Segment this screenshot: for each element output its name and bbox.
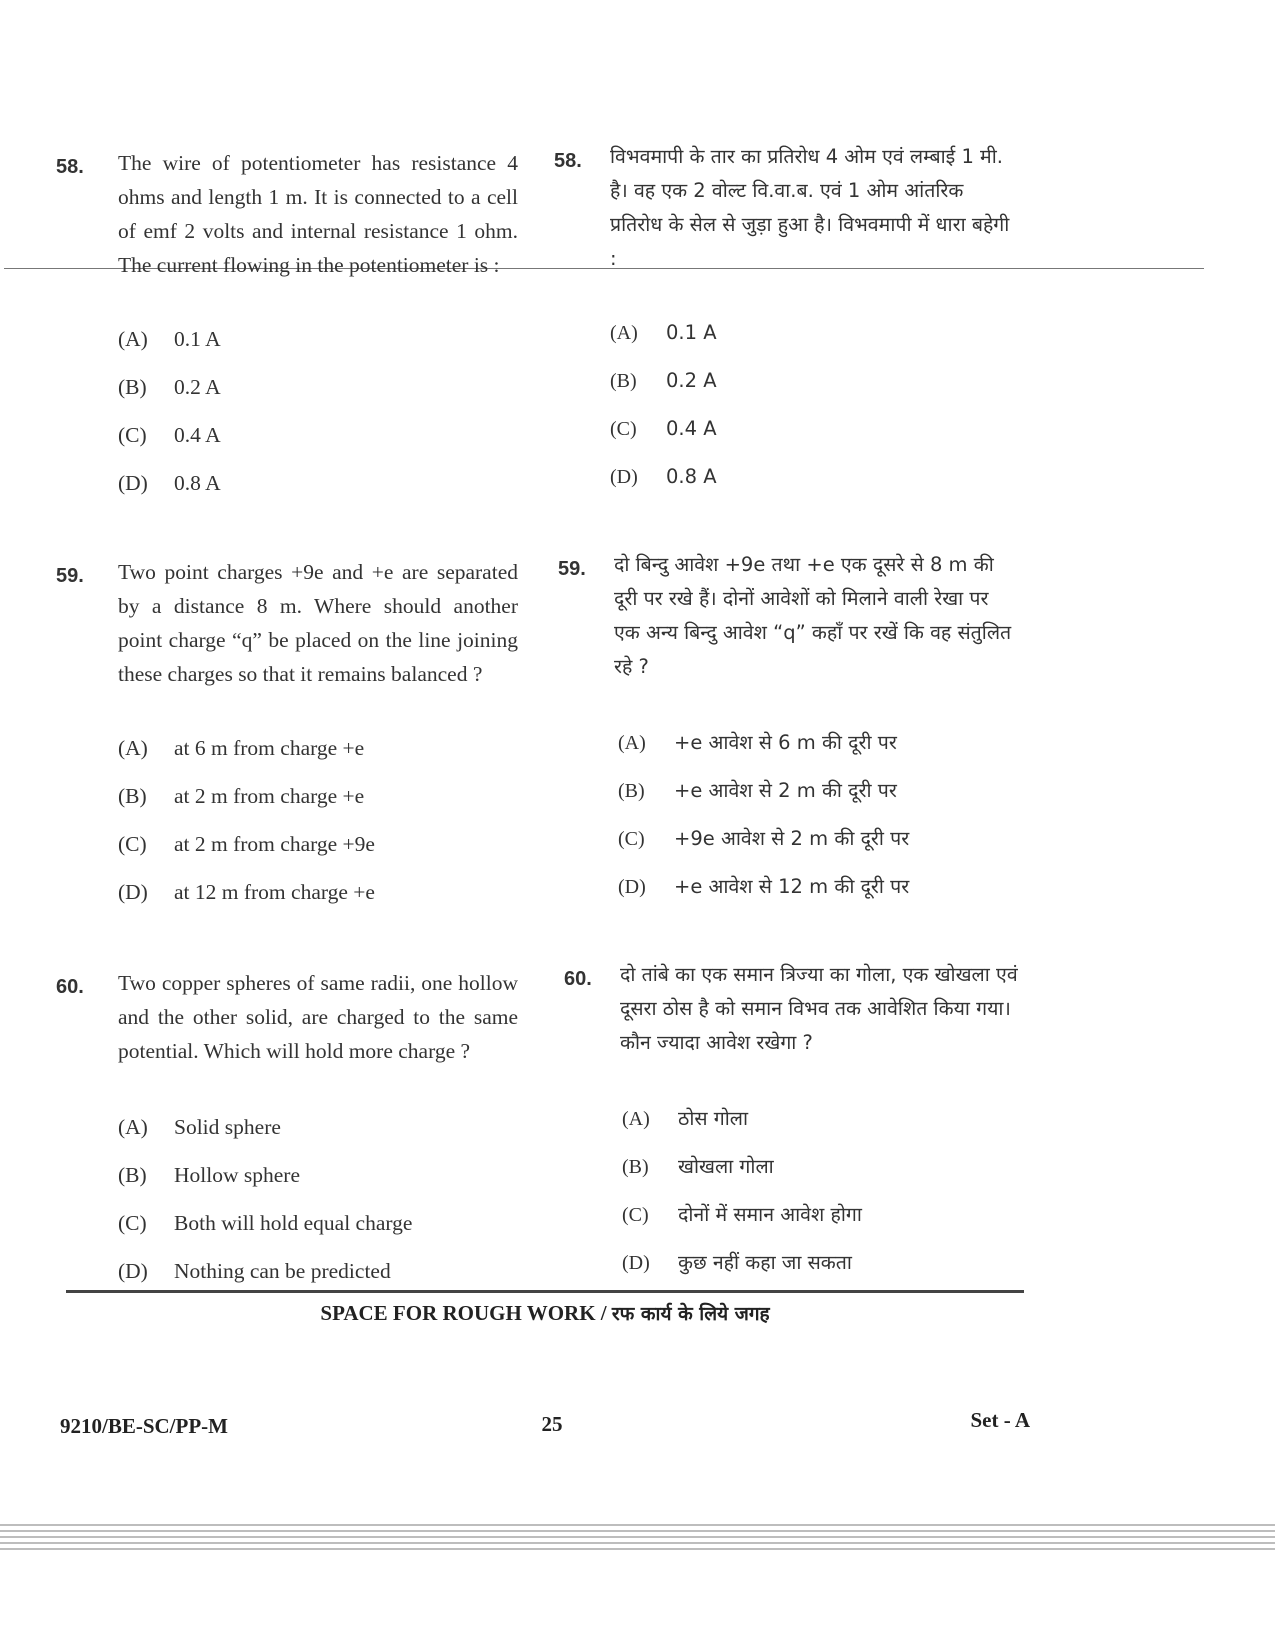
option-c: (C) 0.4 A	[610, 417, 717, 440]
option-b: (B) 0.2 A	[610, 369, 717, 392]
scan-border	[0, 1524, 1275, 1564]
hindi-column	[554, 0, 1078, 1290]
question-number: 60.	[56, 976, 84, 998]
rough-work-heading	[66, 1300, 1024, 1326]
option-list	[118, 733, 546, 925]
option-c: (C) at 2 m from charge +9e	[118, 832, 375, 856]
option-a: (A) at 6 m from charge +e	[118, 736, 365, 760]
question-text: विभवमापी के तार का प्रतिरोध 4 ओम एवं लम्बाई 1 मी. है। वह एक 2 वोल्ट वि.वा.ब. एवं 1 ओम आंतरिक प्रतिरोध के सेल से जुड़ा हुआ है। विभवमापी में धारा बहेगी :	[610, 145, 1010, 270]
question-number: 60.	[564, 968, 592, 990]
paper-code: 9210/BE-SC/PP-M	[60, 1414, 228, 1438]
option-d: (D) कुछ नहीं कहा जा सकता	[622, 1251, 852, 1274]
option-b: (B) at 2 m from charge +e	[118, 784, 365, 808]
rough-work-rule	[66, 1290, 1024, 1293]
question-number: 59.	[56, 565, 84, 587]
option-c: (C) +9e आवेश से 2 m की दूरी पर	[618, 827, 910, 850]
english-column	[56, 0, 546, 1290]
option-b: (B) +e आवेश से 2 m की दूरी पर	[618, 779, 897, 802]
option-list	[118, 324, 546, 516]
question-number: 59.	[558, 558, 586, 580]
option-a: (A) 0.1 A	[118, 327, 221, 351]
question-number: 58.	[56, 156, 84, 178]
question-text: दो बिन्दु आवेश +9e तथा +e एक दूसरे से 8 m की दूरी पर रखे हैं। दोनों आवेशों को मिलाने वाली रेखा पर एक अन्य बिन्दु आवेश “q” कहाँ पर रखें कि वह संतुलित रहे ?	[614, 553, 1012, 678]
option-c: (C) 0.4 A	[118, 423, 221, 447]
rough-work-english: SPACE FOR ROUGH WORK /	[320, 1301, 607, 1325]
option-c: (C) Both will hold equal charge	[118, 1211, 413, 1235]
question-text: Two point charges +9e and +e are separated by a distance 8 m. Where should another point charge “q” be placed on the line joining these charges so that it remains balanced ?	[118, 560, 518, 686]
option-d: (D) 0.8 A	[610, 465, 717, 488]
option-b: (B) 0.2 A	[118, 375, 221, 399]
option-d: (D) Nothing can be predicted	[118, 1259, 391, 1283]
option-list	[118, 1112, 546, 1304]
option-a: (A) 0.1 A	[610, 321, 717, 344]
option-a: (A) +e आवेश से 6 m की दूरी पर	[618, 731, 897, 754]
option-a: (A) ठोस गोला	[622, 1107, 749, 1130]
question-text: दो तांबे का एक समान त्रिज्या का गोला, एक खोखला एवं दूसरा ठोस है को समान विभव तक आवेशित किया गया। कौन ज्यादा आवेश रखेगा ?	[620, 963, 1018, 1054]
option-list	[610, 318, 1078, 510]
rough-work-hindi: रफ कार्य के लिये जगह	[611, 1303, 770, 1325]
question-text: Two copper spheres of same radii, one hollow and the other solid, are charged to the same potential. Which will hold more charge ?	[118, 971, 518, 1063]
option-b: (B) Hollow sphere	[118, 1163, 300, 1187]
option-d: (D) +e आवेश से 12 m की दूरी पर	[618, 875, 910, 898]
set-label: Set - A	[970, 1408, 1030, 1432]
question-text: The wire of potentiometer has resistance 4 ohms and length 1 m. It is connected to a cell of emf 2 volts and internal resistance 1 ohm. The current flowing in the potentiometer is :	[118, 151, 518, 277]
option-b: (B) खोखला गोला	[622, 1155, 774, 1178]
question-number: 58.	[554, 150, 582, 172]
option-list	[622, 1104, 1078, 1296]
option-list	[618, 728, 1078, 920]
option-a: (A) Solid sphere	[118, 1115, 281, 1139]
page-number: 25	[541, 1412, 563, 1436]
option-d: (D) at 12 m from charge +e	[118, 880, 375, 904]
option-c: (C) दोनों में समान आवेश होगा	[622, 1203, 862, 1226]
option-d: (D) 0.8 A	[118, 471, 221, 495]
